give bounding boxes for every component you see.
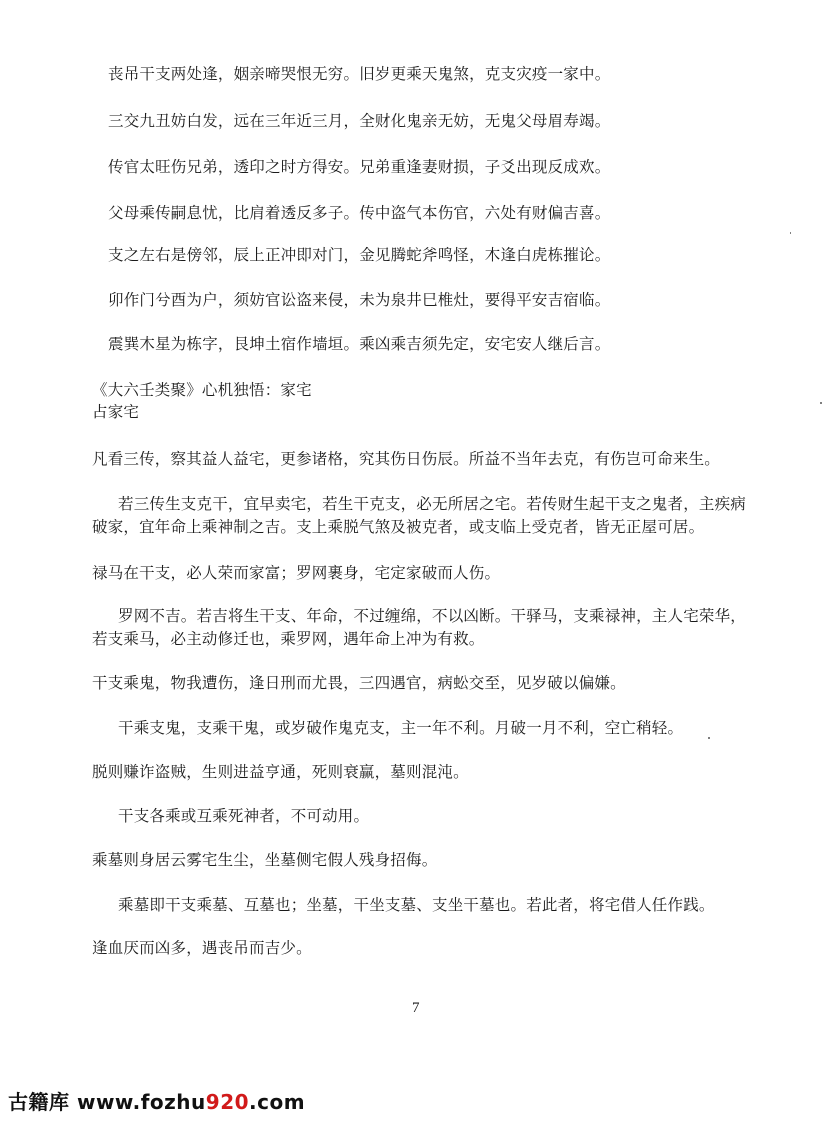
site-watermark	[8, 1086, 305, 1115]
text-line: 罗网不吉。若吉将生干支、年命，不过缠绵，不以凶断。干驿马，支乘禄神，主人宅荣华，	[118, 607, 747, 625]
scan-speck	[820, 402, 822, 404]
text-line: 丧吊干支两处逢，姻亲啼哭恨无穷。旧岁更乘天鬼煞，克支灾疫一家中。	[108, 65, 611, 83]
text-line: 凡看三传，察其益人益宅，更参诸格，究其伤日伤辰。所益不当年去克，有伤岂可命来生。	[92, 450, 721, 468]
text-line: 脱则赚诈盗贼，生则进益亨通，死则衰赢，墓则混沌。	[92, 763, 469, 781]
text-line: 干支乘鬼，物我遭伤，逢日刑而尤畏，三四遇官，病蚣交至，见岁破以偏嫌。	[92, 674, 626, 692]
text-line: 乘墓即干支乘墓、互墓也；坐墓，干坐支墓、支坐干墓也。若此者，将宅借人任作践。	[118, 896, 715, 914]
text-line: 三交九丑妨白发，远在三年近三月，全财化鬼亲无妨，无鬼父母眉寿竭。	[108, 112, 611, 130]
watermark-name: 古籍库	[8, 1090, 70, 1114]
page-number: 7	[412, 1000, 420, 1016]
scan-speck	[790, 232, 791, 234]
text-line: 破家，宜年命上乘神制之吉。支上乘脱气煞及被克者，或支临上受克者，皆无正屋可居。	[92, 518, 705, 536]
text-line: 若三传生支克干，宜早卖宅，若生干克支，必无所居之宅。若传财生起干支之鬼者，主疾病	[118, 495, 747, 513]
text-line: 乘墓则身居云雾宅生尘，坐墓侧宅假人残身招侮。	[92, 851, 438, 869]
watermark-url-prefix: www.fozhu	[76, 1090, 206, 1114]
text-line: 卯作门兮酉为户，须妨官讼盗来侵，未为泉井巳椎灶，要得平安吉宿临。	[108, 291, 611, 309]
watermark-url-suffix: .com	[249, 1090, 306, 1114]
section-heading: 《大六壬类聚》心机独悟：家宅	[92, 381, 312, 399]
text-line: 干支各乘或互乘死神者，不可动用。	[118, 807, 370, 825]
text-line: 逢血厌而凶多，遇丧吊而吉少。	[92, 939, 312, 957]
text-line: 父母乘传嗣息忧，比肩着透反多子。传中盗气本伤官，六处有财偏吉喜。	[108, 204, 611, 222]
text-line: 震巽木星为栋字，艮坤土宿作墙垣。乘凶乘吉须先定，安宅安人继后言。	[108, 335, 611, 353]
text-line: 若支乘马，必主动修迁也，乘罗网，遇年命上冲为有救。	[92, 630, 485, 648]
scan-speck	[708, 737, 710, 739]
text-line: 禄马在干支，必人荣而家富；罗网裹身，宅定家破而人伤。	[92, 564, 501, 582]
text-line: 干乘支鬼，支乘干鬼，或岁破作鬼克支，主一年不利。月破一月不利，空亡稍轻。	[118, 719, 684, 737]
watermark-url-number: 920	[205, 1090, 250, 1114]
section-subheading: 占家宅	[92, 403, 140, 421]
text-line: 支之左右是傍邻，辰上正冲即对门，金见腾蛇斧鸣怪，木逢白虎栋摧论。	[108, 246, 611, 264]
text-line: 传官太旺伤兄弟，透印之时方得安。兄弟重逢妻财损，子爻出现反成欢。	[108, 158, 611, 176]
